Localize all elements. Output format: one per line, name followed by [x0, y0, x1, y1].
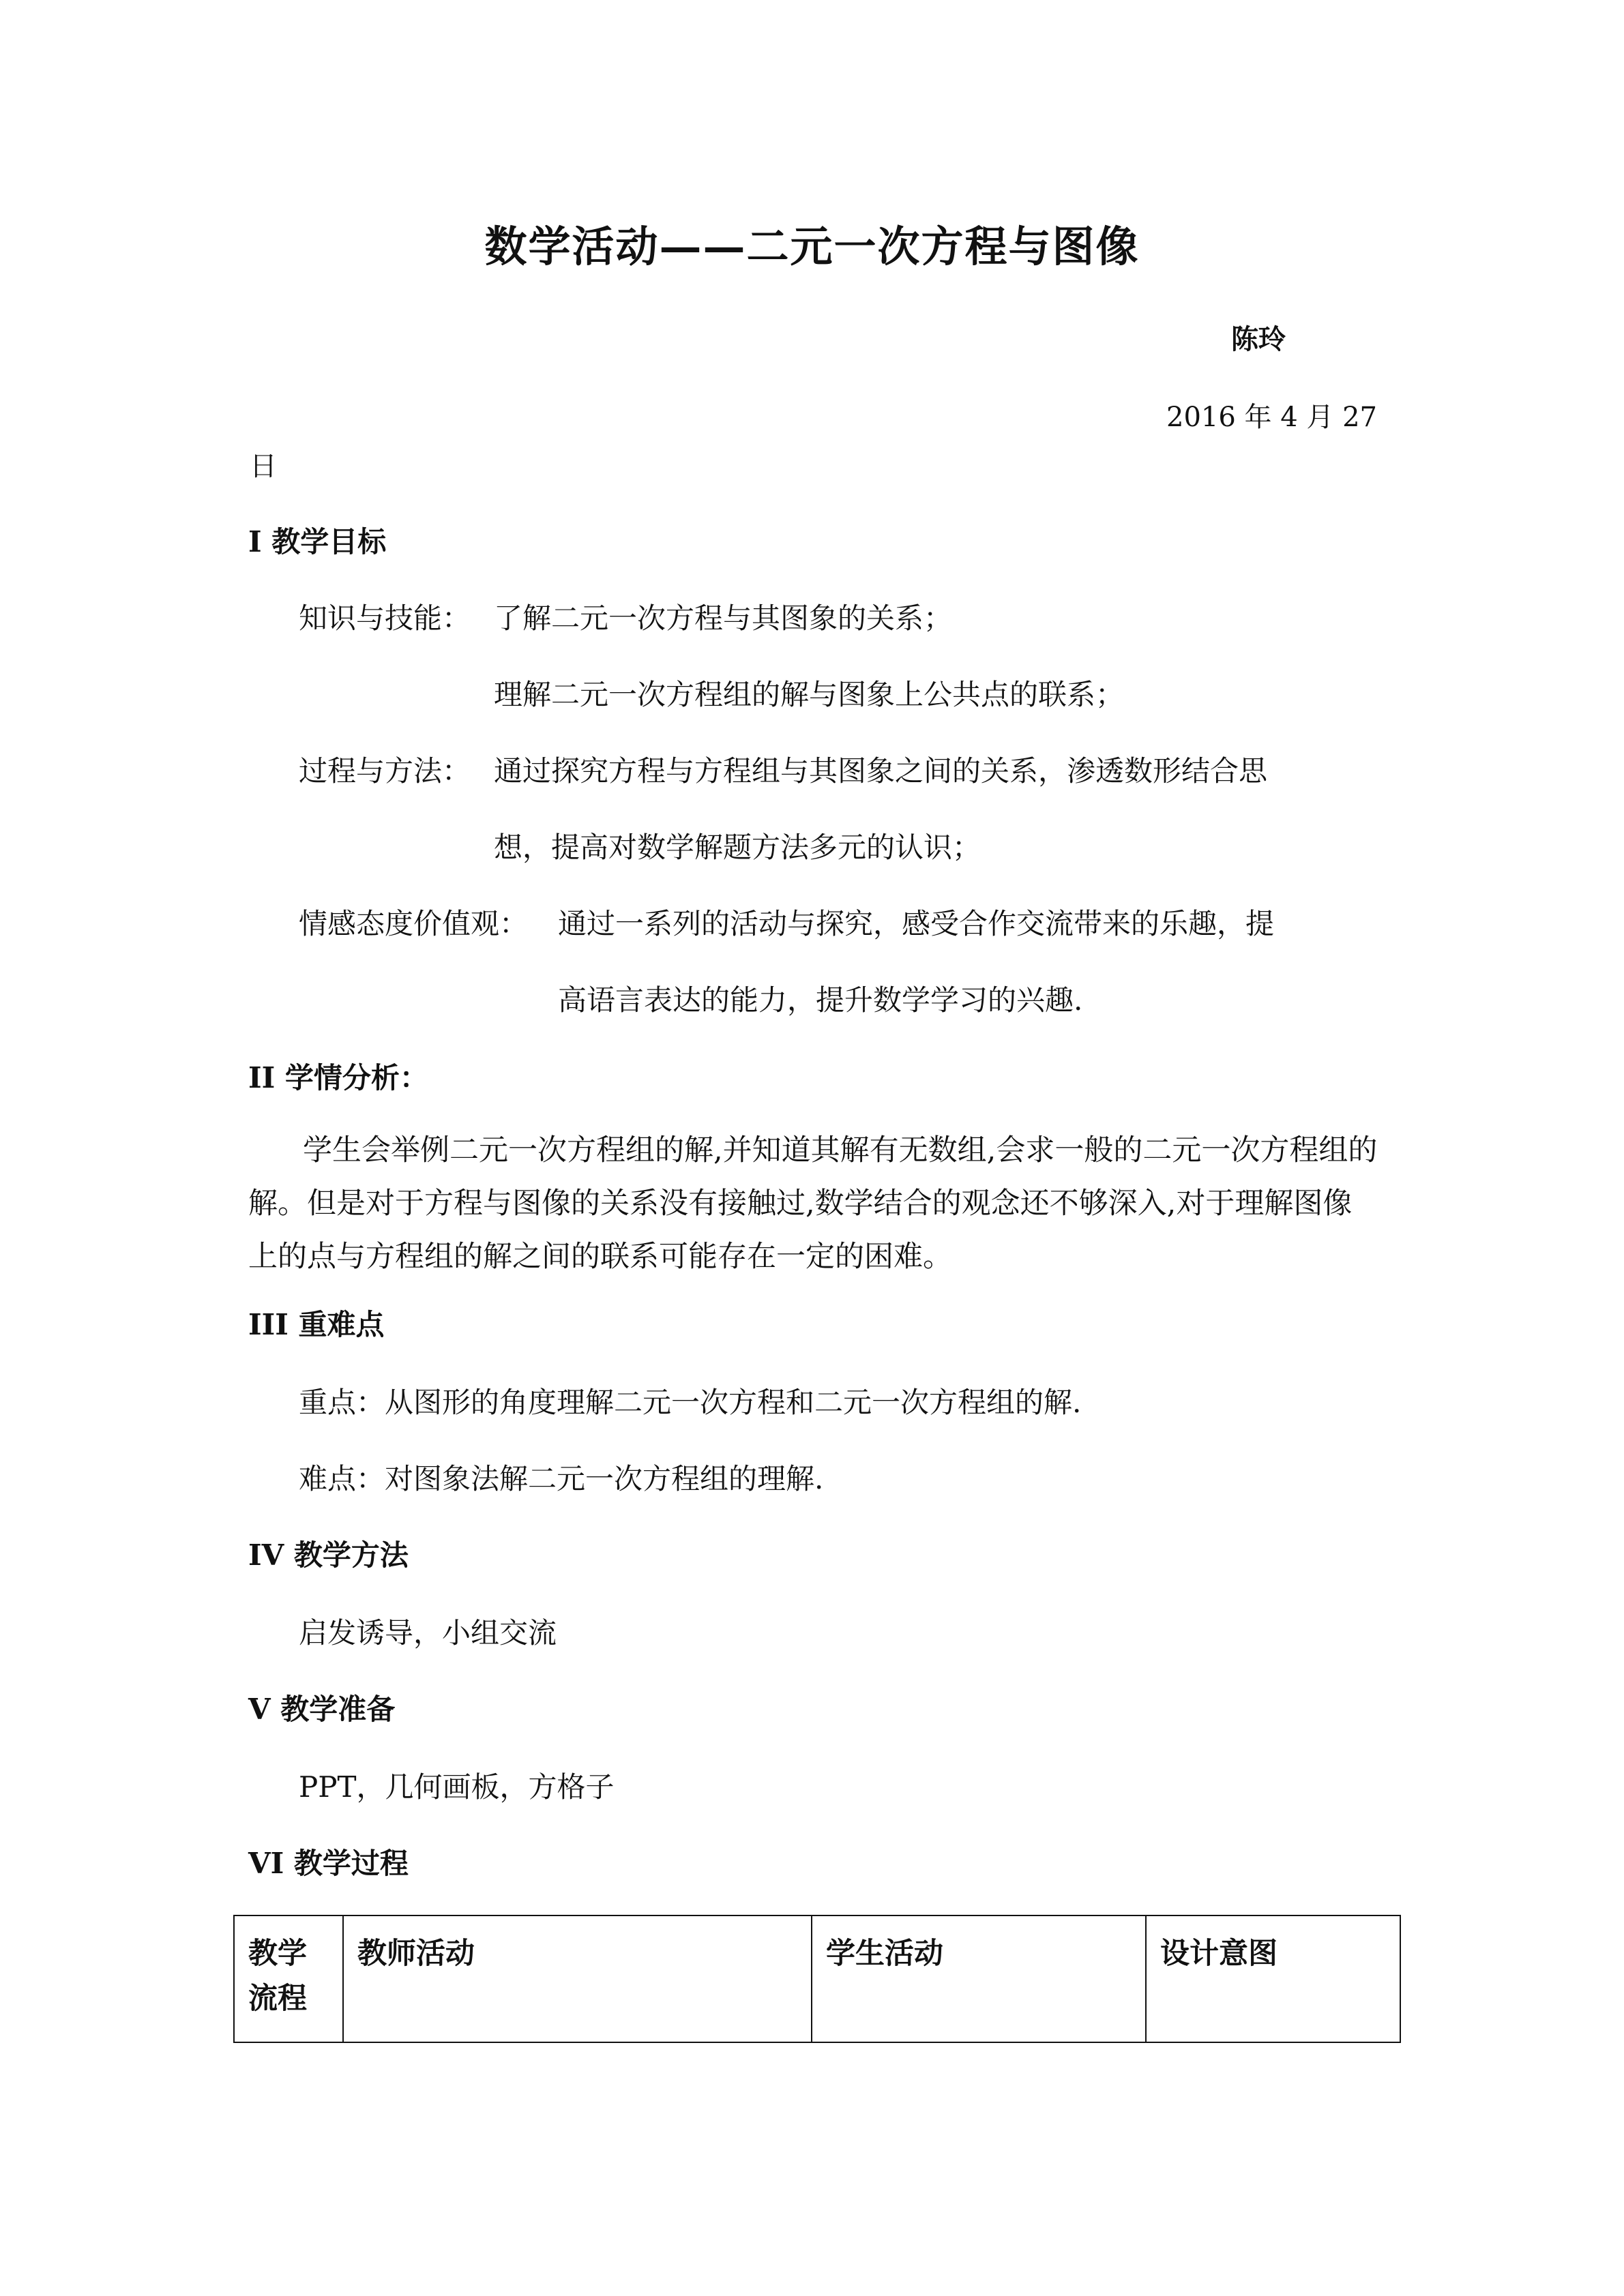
date-line-day: 日: [250, 451, 277, 482]
document-title: 数学活动——二元一次方程与图像: [484, 222, 1140, 271]
knowledge-text-2: 理解二元一次方程组的解与图象上公共点的联系；: [494, 678, 1125, 711]
analysis-paragraph: 学生会举例二元一次方程组的解,并知道其解有无数组,会求一般的二元一次方程组的解。但是对于方程与图像的关系没有接触过,数学结合的观念还不够深入,对于理解图像上的点与方程组的解之间的联系可能存在一定的困难。: [248, 1133, 1378, 1274]
process-text-2: 想，提高对数学解题方法多元的认识；: [494, 831, 981, 864]
header-flow: 教学流程: [234, 1915, 343, 2042]
emotion-text-2: 高语言表达的能力，提升数学学习的兴趣.: [558, 983, 1083, 1017]
section-heading-method: IV 教学方法: [248, 1538, 409, 1572]
preparation-content: PPT，几何画板，方格子: [299, 1770, 615, 1804]
section-heading-key-points: III 重难点: [248, 1308, 385, 1341]
section-heading-objectives: I 教学目标: [248, 525, 387, 558]
emotion-label: 情感态度价值观：: [299, 907, 529, 940]
knowledge-text-1: 了解二元一次方程与其图象的关系；: [494, 601, 953, 635]
header-teacher-activity: 教师活动: [343, 1915, 812, 2042]
section-heading-process: VI 教学过程: [248, 1847, 409, 1880]
method-content: 启发诱导，小组交流: [299, 1616, 557, 1650]
process-label: 过程与方法：: [299, 754, 471, 788]
table-header-row: [234, 1915, 1400, 2042]
header-design-intent: 设计意图: [1146, 1915, 1400, 2042]
author-name: 陈玲: [1231, 323, 1286, 355]
date-line: 2016 年 4 月 27: [1166, 402, 1378, 433]
process-text-1: 通过探究方程与方程组与其图象之间的关系，渗透数形结合思: [494, 754, 1268, 788]
knowledge-label: 知识与技能：: [299, 601, 471, 635]
header-student-activity: 学生活动: [812, 1915, 1146, 2042]
emotion-text-1: 通过一系列的活动与探究，感受合作交流带来的乐趣，提: [558, 907, 1275, 940]
section-heading-preparation: V 教学准备: [248, 1693, 396, 1726]
difficult-point: 难点：对图象法解二元一次方程组的理解.: [299, 1462, 824, 1495]
key-point: 重点：从图形的角度理解二元一次方程和二元一次方程组的解.: [299, 1386, 1082, 1419]
section-heading-analysis: II 学情分析：: [248, 1061, 428, 1094]
teaching-process-table: [233, 1915, 1401, 2043]
